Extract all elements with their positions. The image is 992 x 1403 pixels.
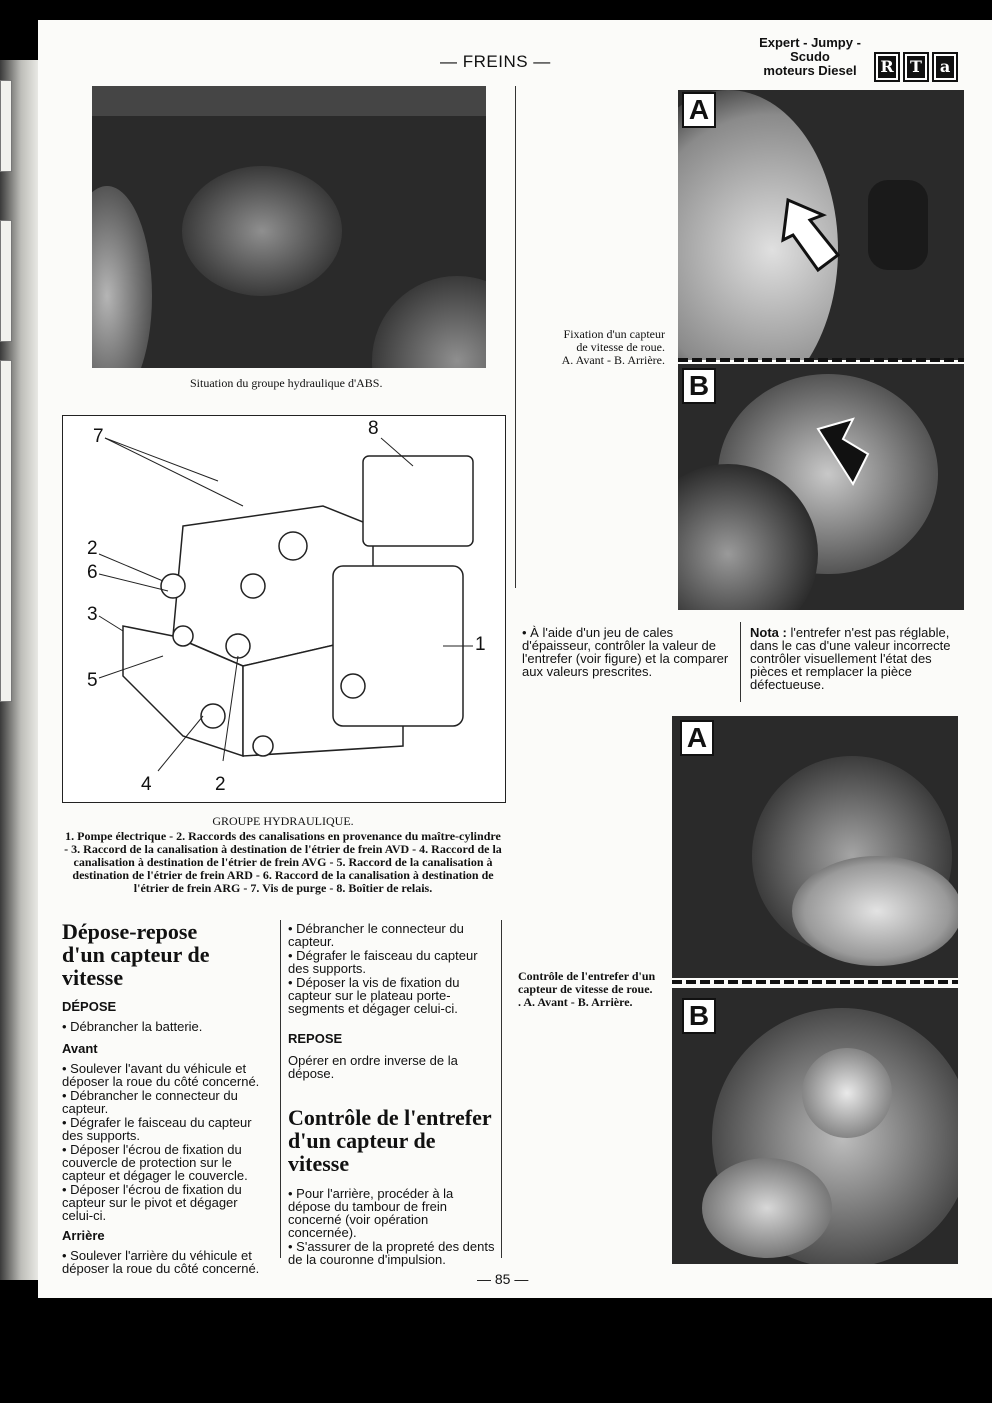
list-item: • Déposer l'écrou de fixation du couvercle de protection sur le capteur et dégager le couvercle. xyxy=(62,1142,248,1183)
logo-letter: a xyxy=(932,52,958,82)
caption-line: capteur de vitesse de roue. xyxy=(518,982,653,996)
photo-detail xyxy=(372,276,486,368)
nota-label: Nota : xyxy=(750,625,787,640)
callout-4: 4 xyxy=(141,774,152,795)
callout-7: 7 xyxy=(93,426,104,447)
list-item: • Débrancher le connecteur du capteur. xyxy=(288,921,464,949)
vehicle-line: moteurs Diesel xyxy=(763,63,857,78)
list-item: • Déposer la vis de fixation du capteur sur le plateau porte-segments et dégager celui-ci. xyxy=(288,975,460,1016)
photo-separator xyxy=(678,358,964,362)
list-item: • Débrancher le connecteur du capteur. xyxy=(62,1088,238,1116)
diagram-legend: 1. Pompe électrique - 2. Raccords des canalisations en provenance du maître-cylindre - 3. Raccord de la canalisation à destination de l'étrier de frein AVD - 4. Raccord de la canalisation à destination de l'étrier de frein AVG - 5. Raccord de la canalisation à destination de l'étrier de frein ARD - 6. Raccord de la canalisation à destination de l'étrier de frein ARG - 7. Vis de purge - 8. Boîtier de relais. xyxy=(64,829,502,895)
column-divider xyxy=(501,920,502,1258)
callout-8: 8 xyxy=(368,418,379,439)
label-a: A xyxy=(682,92,716,128)
list-item: • Déposer l'écrou de fixation du capteur sur le pivot et dégager celui-ci. xyxy=(62,1182,242,1223)
rear-gap-photo xyxy=(672,988,958,1264)
nota-text xyxy=(750,626,958,691)
scan-border xyxy=(0,1298,992,1403)
arrow-icon xyxy=(678,364,964,610)
label-b: B xyxy=(682,998,716,1034)
caption-line: Contrôle de l'entrefer d'un xyxy=(518,969,656,983)
vehicle-label xyxy=(750,36,870,78)
list-item: • Pour l'arrière, procéder à la dépose du tambour de frein concerné (voir opération concernée). xyxy=(288,1186,454,1240)
callout-2-bottom: 2 xyxy=(215,774,226,795)
controle-list xyxy=(288,1187,496,1266)
caption-line: A. Avant - B. Arrière. xyxy=(561,353,665,367)
list-item: • Dégrafer le faisceau du capteur des supports. xyxy=(62,1115,252,1143)
photo-detail xyxy=(792,856,958,966)
callout-5: 5 xyxy=(87,670,98,691)
rta-logo xyxy=(874,52,958,82)
callout-1: 1 xyxy=(475,634,486,655)
repose-text: Opérer en ordre inverse de la dépose. xyxy=(288,1053,458,1081)
avant-list xyxy=(62,1062,272,1222)
middle-column xyxy=(288,922,496,1267)
arriere-item: • Soulever l'arrière du véhicule et déposer la roue du côté concerné. xyxy=(62,1248,260,1276)
photo-caption: Situation du groupe hydraulique d'ABS. xyxy=(190,376,383,390)
callout-2: 2 xyxy=(87,538,98,559)
gap-check-text: • À l'aide d'un jeu de cales d'épaisseur, contrôler la valeur de l'entrefer (voir figure) et la comparer aux valeurs prescrites. xyxy=(522,625,729,679)
column-divider xyxy=(740,622,741,702)
callout-3: 3 xyxy=(87,604,98,625)
arrow-icon xyxy=(678,90,964,360)
caption-line: de vitesse de roue. xyxy=(576,340,665,354)
caption-line: . A. Avant - B. Arrière. xyxy=(518,995,633,1009)
page-edge-tab xyxy=(0,360,12,702)
hydraulic-unit-diagram xyxy=(62,415,506,803)
caption-line: Fixation d'un capteur xyxy=(563,327,665,341)
label-b: B xyxy=(682,368,716,404)
depose-section xyxy=(62,920,272,1275)
callout-6: 6 xyxy=(87,562,98,583)
front-gap-photo xyxy=(672,716,958,978)
nota-body: l'entrefer n'est pas réglable, dans le cas d'une valeur incorrecte contrôler visuellement l'état des pièces et remplacer la pièce défectueuse. xyxy=(750,625,951,692)
column-divider xyxy=(515,86,516,588)
diagram-drawing xyxy=(63,416,505,802)
photo-detail xyxy=(802,1048,892,1138)
list-item: • Dégrafer le faisceau du capteur des supports. xyxy=(288,948,478,976)
list-item: • S'assurer de la propreté des dents de la couronne d'impulsion. xyxy=(288,1239,495,1267)
rear-sensor-photo xyxy=(678,364,964,610)
photo-separator xyxy=(672,980,958,984)
arriere-heading: Arrière xyxy=(62,1228,105,1243)
page-edge-tab xyxy=(0,80,12,172)
section-title: — FREINS — xyxy=(440,52,551,71)
vehicle-line: Expert - Jumpy - xyxy=(759,35,861,50)
repose-heading: REPOSE xyxy=(288,1031,343,1046)
logo-letter: T xyxy=(903,52,929,82)
abs-unit-photo xyxy=(92,86,486,368)
section-heading: d'un capteur de vitesse xyxy=(62,942,210,990)
photo-detail xyxy=(182,166,342,296)
photo-caption xyxy=(518,970,663,1009)
section-heading: d'un capteur de vitesse xyxy=(288,1128,436,1176)
vehicle-line: Scudo xyxy=(790,49,830,64)
photo-detail xyxy=(92,186,152,368)
section-heading: Contrôle de l'entrefer xyxy=(288,1105,492,1130)
depose-item: • Débrancher la batterie. xyxy=(62,1019,203,1034)
list-item: • Soulever l'avant du véhicule et déposer la roue du côté concerné. xyxy=(62,1061,260,1089)
front-sensor-photo xyxy=(678,90,964,360)
label-a: A xyxy=(680,720,714,756)
middle-list xyxy=(288,922,496,1015)
page-number: — 85 — xyxy=(477,1271,529,1287)
avant-heading: Avant xyxy=(62,1041,98,1056)
depose-heading: DÉPOSE xyxy=(62,999,117,1014)
photo-detail xyxy=(92,86,486,116)
diagram-title: GROUPE HYDRAULIQUE. xyxy=(212,814,354,828)
section-heading: Dépose-repose xyxy=(62,919,198,944)
column-divider xyxy=(280,920,281,1258)
page-edge-tab xyxy=(0,220,12,342)
photo-caption xyxy=(520,328,665,367)
logo-letter: R xyxy=(874,52,900,82)
photo-detail xyxy=(702,1158,832,1258)
book-spine xyxy=(0,60,38,1280)
